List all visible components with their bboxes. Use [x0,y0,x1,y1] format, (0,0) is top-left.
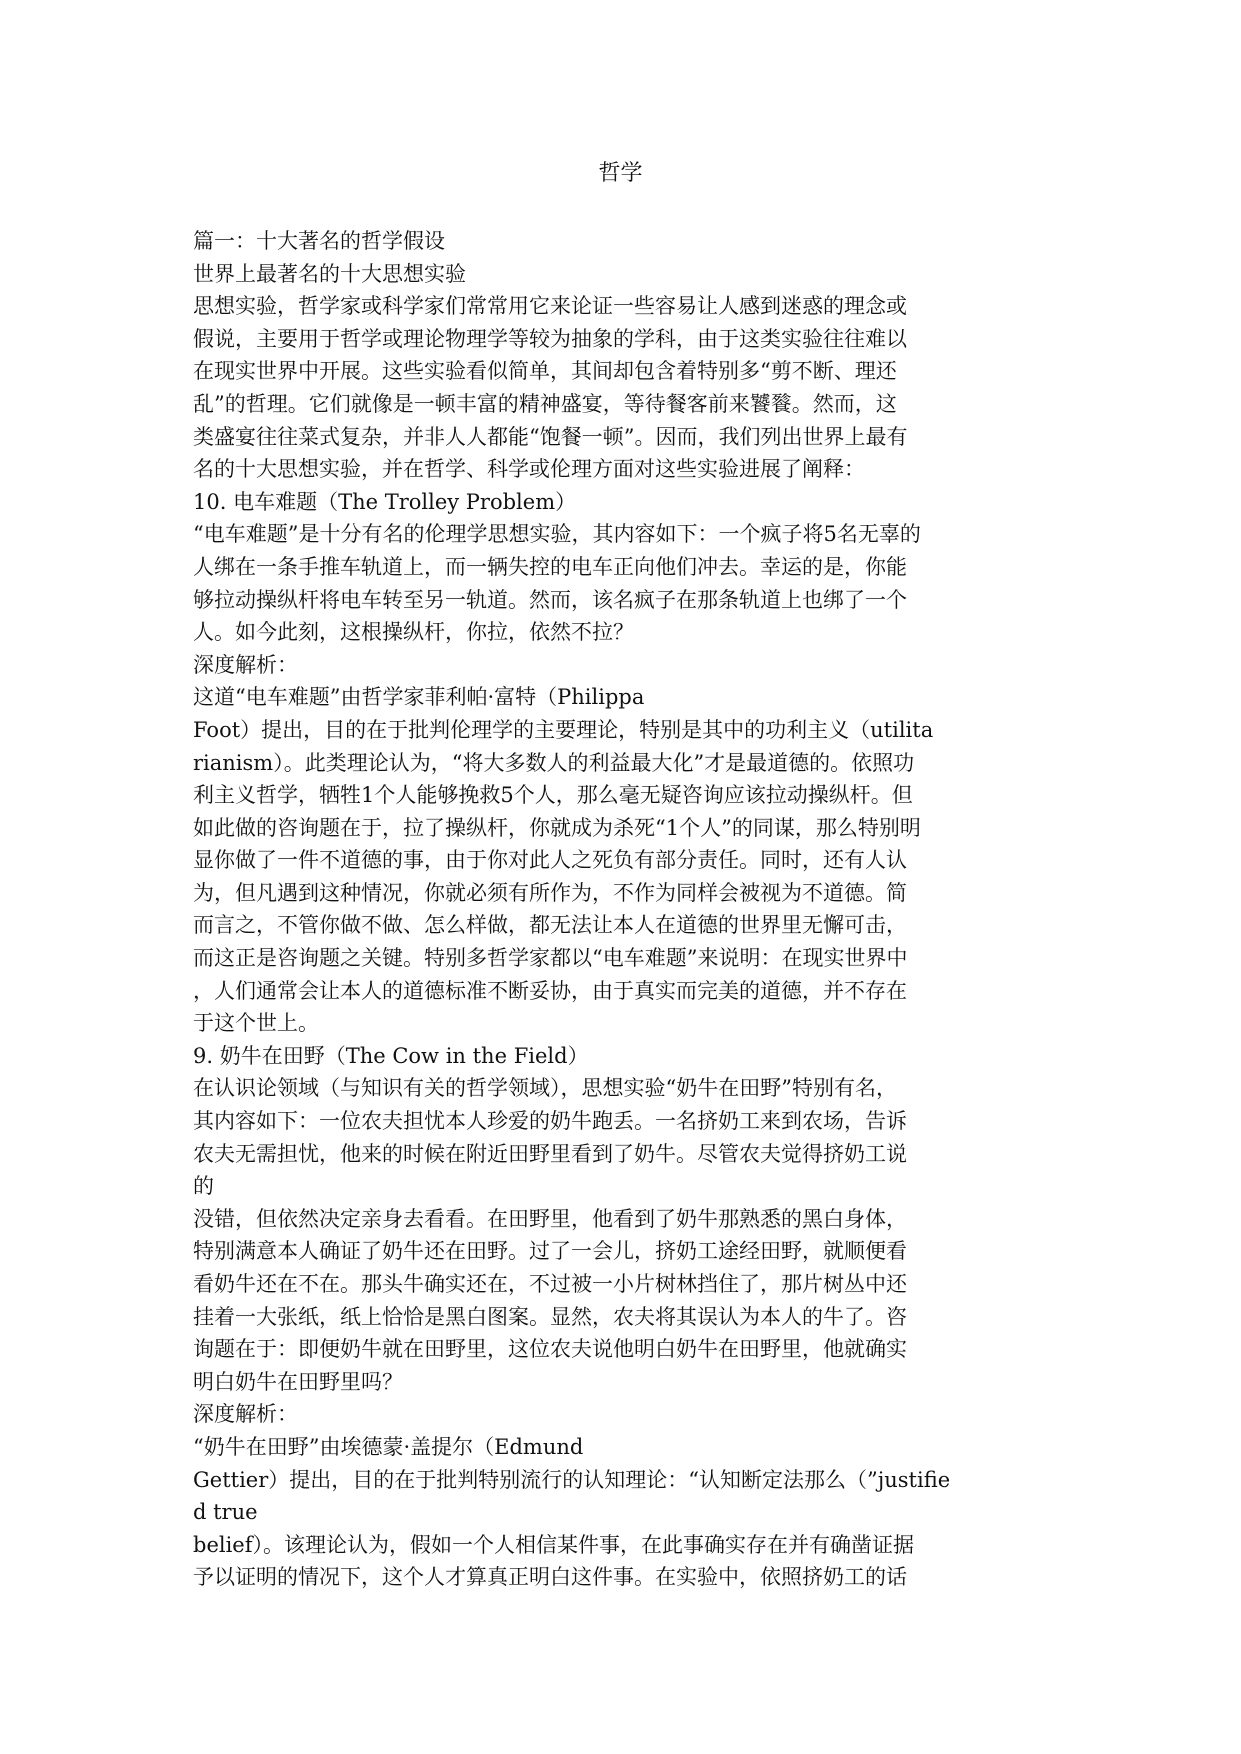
text-line: 而这正是咨询题之关键。特别多哲学家都以“电车难题”来说明：在现实世界中 [193,946,908,971]
text-line: 为，但凡遇到这种情况，你就必须有所作为，不作为同样会被视为不道德。简 [193,880,907,905]
text-line: belief）。该理论认为，假如一个人相信某件事，在此事确实存在并有确凿证据 [193,1532,915,1557]
text-line: 看奶牛还在不在。那头牛确实还在，不过被一小片树林挡住了，那片树丛中还 [193,1272,907,1296]
text-line: 农夫无需担忧，他来的时候在附近田野里看到了奶牛。尽管农夫觉得挤奶工说 [193,1141,907,1166]
text-line: “奶牛在田野”由埃德蒙·盖提尔（Edmund [193,1434,584,1459]
text-line: 明白奶牛在田野里吗？ [193,1369,403,1394]
text-line: rianism）。此类理论认为，“将大多数人的利益最大化”才是最道德的。依照功 [193,750,915,775]
text-line: “电车难题”是十分有名的伦理学思想实验，其内容如下：一个疯子将5名无辜的 [193,522,921,547]
text-line: 显你做了一件不道德的事，由于你对此人之死负有部分责任。同时，还有人认 [193,848,907,873]
text-line: 没错，但依然决定亲身去看看。在田野里，他看到了奶牛那熟悉的黑白身体， [193,1206,907,1231]
document-body [193,225,1073,1594]
text-line: 于这个世上。 [193,1011,319,1036]
text-line: 如此做的咨询题在于，拉了操纵杆，你就成为杀死“1个人”的同谋，那么特别明 [193,815,921,840]
text-line: 类盛宴往往菜式复杂，并非人人都能“饱餐一顿”。因而，我们列出世界上最有 [193,424,908,449]
text-line: 9. 奶牛在田野（The Cow in the Field） [193,1043,589,1068]
text-line: 的 [193,1174,214,1199]
text-line: 在认识论领域（与知识有关的哲学领域），思想实验“奶牛在田野”特别有名， [193,1076,897,1101]
text-line: 乱”的哲理。它们就像是一顿丰富的精神盛宴，等待餐客前来饕餮。然而，这 [193,391,897,416]
text-line: Foot）提出，目的在于批判伦理学的主要理论，特别是其中的功利主义（utilita [193,717,934,742]
text-line: 深度解析： [193,652,298,677]
text-line: 而言之，不管你做不做、怎么样做，都无法让本人在道德的世界里无懈可击， [193,913,907,938]
text-line: 篇一：十大著名的哲学假设 [193,229,445,253]
text-line: 其内容如下：一位农夫担忧本人珍爱的奶牛跑丢。一名挤奶工来到农场，告诉 [193,1109,907,1134]
text-line: 询题在于：即便奶牛就在田野里，这位农夫说他明白奶牛在田野里，他就确实 [193,1337,907,1362]
text-line: 利主义哲学，牺牲1个人能够挽救5个人，那么毫无疑咨询应该拉动操纵杆。但 [193,783,913,808]
text-line: 世界上最著名的十大思想实验 [193,261,466,286]
text-line: 人绑在一条手推车轨道上，而一辆失控的电车正向他们冲去。幸运的是，你能 [193,554,907,579]
text-line: ，人们通常会让本人的道德标准不断妥协，由于真实而完美的道德，并不存在 [193,978,907,1003]
text-line: 深度解析： [193,1402,298,1427]
text-line: 挂着一大张纸，纸上恰恰是黑白图案。显然，农夫将其误认为本人的牛了。咨 [193,1304,907,1329]
text-line: 够拉动操纵杆将电车转至另一轨道。然而，该名疯子在那条轨道上也绑了一个 [193,587,907,612]
text-line: 假说，主要用于哲学或理论物理学等较为抽象的学科，由于这类实验往往难以 [193,326,907,351]
document-title: 哲学 [598,161,643,186]
text-line: d true [193,1500,258,1525]
text-line: 这道“电车难题”由哲学家菲利帕·富特（Philippa [193,685,645,710]
text-line: 思想实验，哲学家或科学家们常常用它来论证一些容易让人感到迷惑的理念或 [193,294,907,319]
text-line: Gettier）提出，目的在于批判特别流行的认知理论：“认知断定法那么（”justifie [193,1467,951,1492]
text-line: 名的十大思想实验，并在哲学、科学或伦理方面对这些实验进展了阐释： [193,457,865,482]
text-line: 人。如今此刻，这根操纵杆，你拉，依然不拉？ [193,620,634,645]
text-line: 特别满意本人确证了奶牛还在田野。过了一会儿，挤奶工途经田野，就顺便看 [193,1239,907,1264]
text-line: 予以证明的情况下，这个人才算真正明白这件事。在实验中，依照挤奶工的话 [193,1565,907,1590]
text-line: 10. 电车难题（The Trolley Problem） [193,489,577,514]
text-line: 在现实世界中开展。这些实验看似简单，其间却包含着特别多“剪不断、理还 [193,359,897,384]
